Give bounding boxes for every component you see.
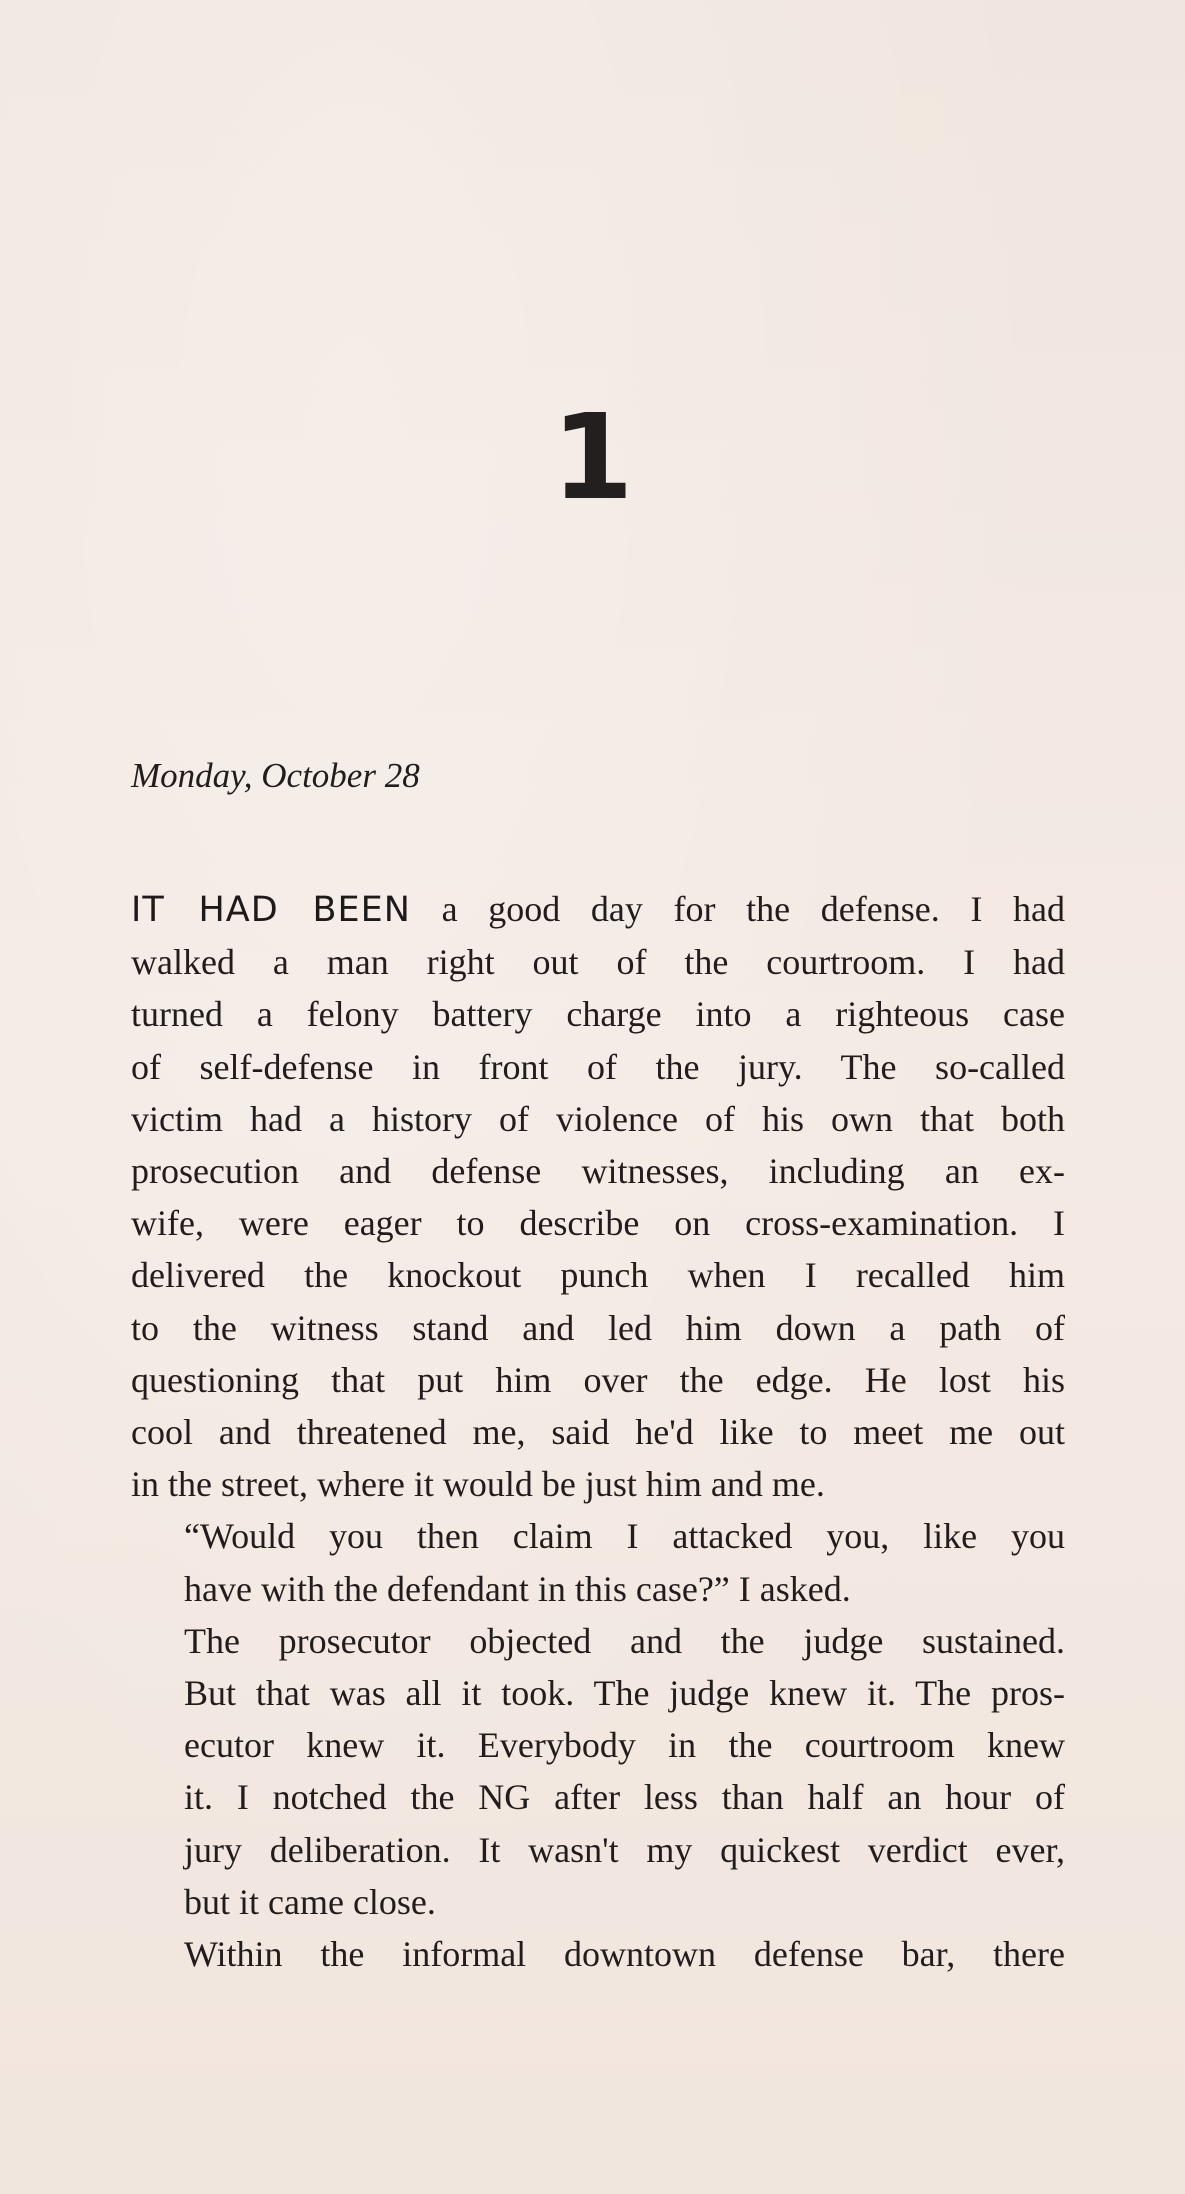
text-line: walked a man right out of the courtroom. I had (131, 942, 1065, 983)
text-line: “Would you then claim I attacked you, like you (184, 1516, 1065, 1557)
paragraph-1 (131, 883, 1065, 1510)
text-line: have with the defendant in this case?” I asked. (184, 1568, 851, 1609)
text-line: Within the informal downtown defense bar, there (184, 1934, 1065, 1975)
text-line: cool and threatened me, said he'd like to meet me out (131, 1412, 1065, 1453)
text-line: of self-defense in front of the jury. The so-called (131, 1046, 1065, 1087)
text-line: to the witness stand and led him down a path of (131, 1307, 1065, 1348)
text-line: in the street, where it would be just him and me. (131, 1464, 825, 1505)
show-through-texture (140, 170, 1060, 602)
lead-in-smallcaps: IT HAD BEEN (131, 890, 411, 930)
paragraph-2 (131, 1510, 1065, 1614)
text-line: wife, were eager to describe on cross-examination. I (131, 1203, 1065, 1244)
body-text (131, 883, 1065, 1980)
chapter-number: 1 (551, 388, 634, 526)
text-line: but it came close. (184, 1881, 436, 1922)
paragraph-4 (131, 1928, 1065, 1980)
text-line: The prosecutor objected and the judge sustained. (184, 1620, 1065, 1661)
text-line (131, 883, 1065, 936)
text-line: turned a felony battery charge into a righteous case (131, 994, 1065, 1035)
text-line: prosecution and defense witnesses, including an ex- (131, 1151, 1065, 1192)
text-line: But that was all it took. The judge knew it. The pros- (184, 1673, 1065, 1714)
text-line-fragment: a good day for the defense. I had (410, 889, 1065, 929)
text-line: victim had a history of violence of his own that both (131, 1098, 1065, 1139)
text-line: it. I notched the NG after less than half an hour of (184, 1777, 1065, 1818)
text-line: jury deliberation. It wasn't my quickest verdict ever, (184, 1829, 1065, 1870)
text-line: questioning that put him over the edge. He lost his (131, 1359, 1065, 1400)
dateline: Monday, October 28 (131, 756, 420, 795)
text-line: ecutor knew it. Everybody in the courtroom knew (184, 1725, 1065, 1766)
text-line: delivered the knockout punch when I recalled him (131, 1255, 1065, 1296)
paragraph-3 (131, 1615, 1065, 1928)
